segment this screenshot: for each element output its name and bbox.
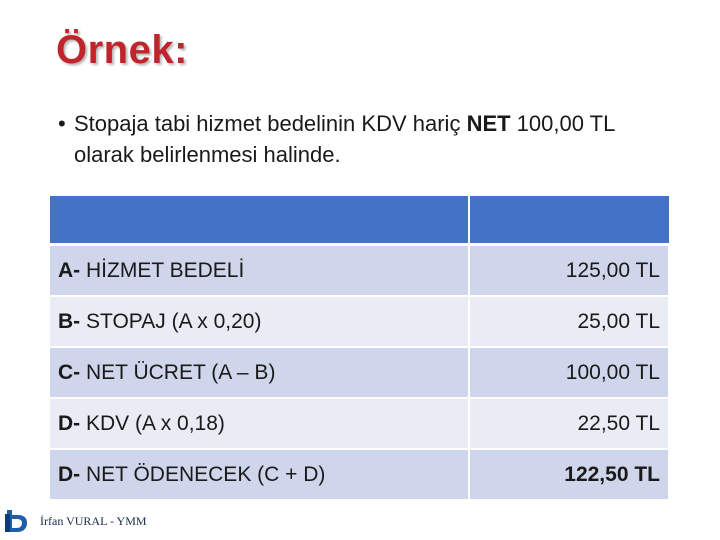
table-row bbox=[50, 347, 669, 398]
footer bbox=[4, 508, 147, 534]
row-label: NET ÜCRET (A – B) bbox=[80, 360, 276, 384]
table-header-row bbox=[50, 196, 669, 245]
row-label: NET ÖDENECEK (C + D) bbox=[80, 462, 326, 486]
table-header-cell-label bbox=[50, 196, 469, 245]
footer-author: İrfan VURAL - YMM bbox=[40, 513, 147, 528]
row-label-cell bbox=[50, 449, 469, 500]
table-row bbox=[50, 449, 669, 500]
bullet-text-bold: NET bbox=[466, 111, 511, 136]
row-label-cell bbox=[50, 398, 469, 449]
row-amount: 25,00 TL bbox=[469, 296, 669, 347]
bullet-text-part-2: 100,00 TL olarak belirlenmesi halinde. bbox=[74, 111, 615, 167]
slide-title: Örnek: bbox=[56, 28, 188, 72]
row-amount: 125,00 TL bbox=[469, 245, 669, 297]
table-row bbox=[50, 398, 669, 449]
row-label-cell bbox=[50, 347, 469, 398]
row-label: KDV (A x 0,18) bbox=[80, 411, 225, 435]
row-code: A- bbox=[58, 258, 81, 282]
row-label-cell bbox=[50, 296, 469, 347]
row-amount-total: 122,50 TL bbox=[469, 449, 669, 500]
row-code: D- bbox=[58, 411, 81, 435]
bullet-point bbox=[58, 108, 674, 170]
row-code: D- bbox=[58, 462, 81, 486]
calculation-table bbox=[50, 196, 670, 501]
bullet-text bbox=[74, 111, 615, 167]
table-row bbox=[50, 245, 669, 297]
row-amount: 22,50 TL bbox=[469, 398, 669, 449]
row-label-cell bbox=[50, 245, 469, 297]
row-label: HİZMET BEDELİ bbox=[80, 258, 245, 282]
table-header-cell-amount bbox=[469, 196, 669, 245]
row-code: B- bbox=[58, 309, 81, 333]
row-code: C- bbox=[58, 360, 81, 384]
bullet-text-part: Stopaja tabi hizmet bedelinin KDV hariç bbox=[74, 111, 467, 136]
bullet-dot-icon: • bbox=[58, 111, 66, 136]
row-amount: 100,00 TL bbox=[469, 347, 669, 398]
row-label: STOPAJ (A x 0,20) bbox=[80, 309, 262, 333]
table-row bbox=[50, 296, 669, 347]
bd-logo-icon bbox=[4, 508, 30, 534]
